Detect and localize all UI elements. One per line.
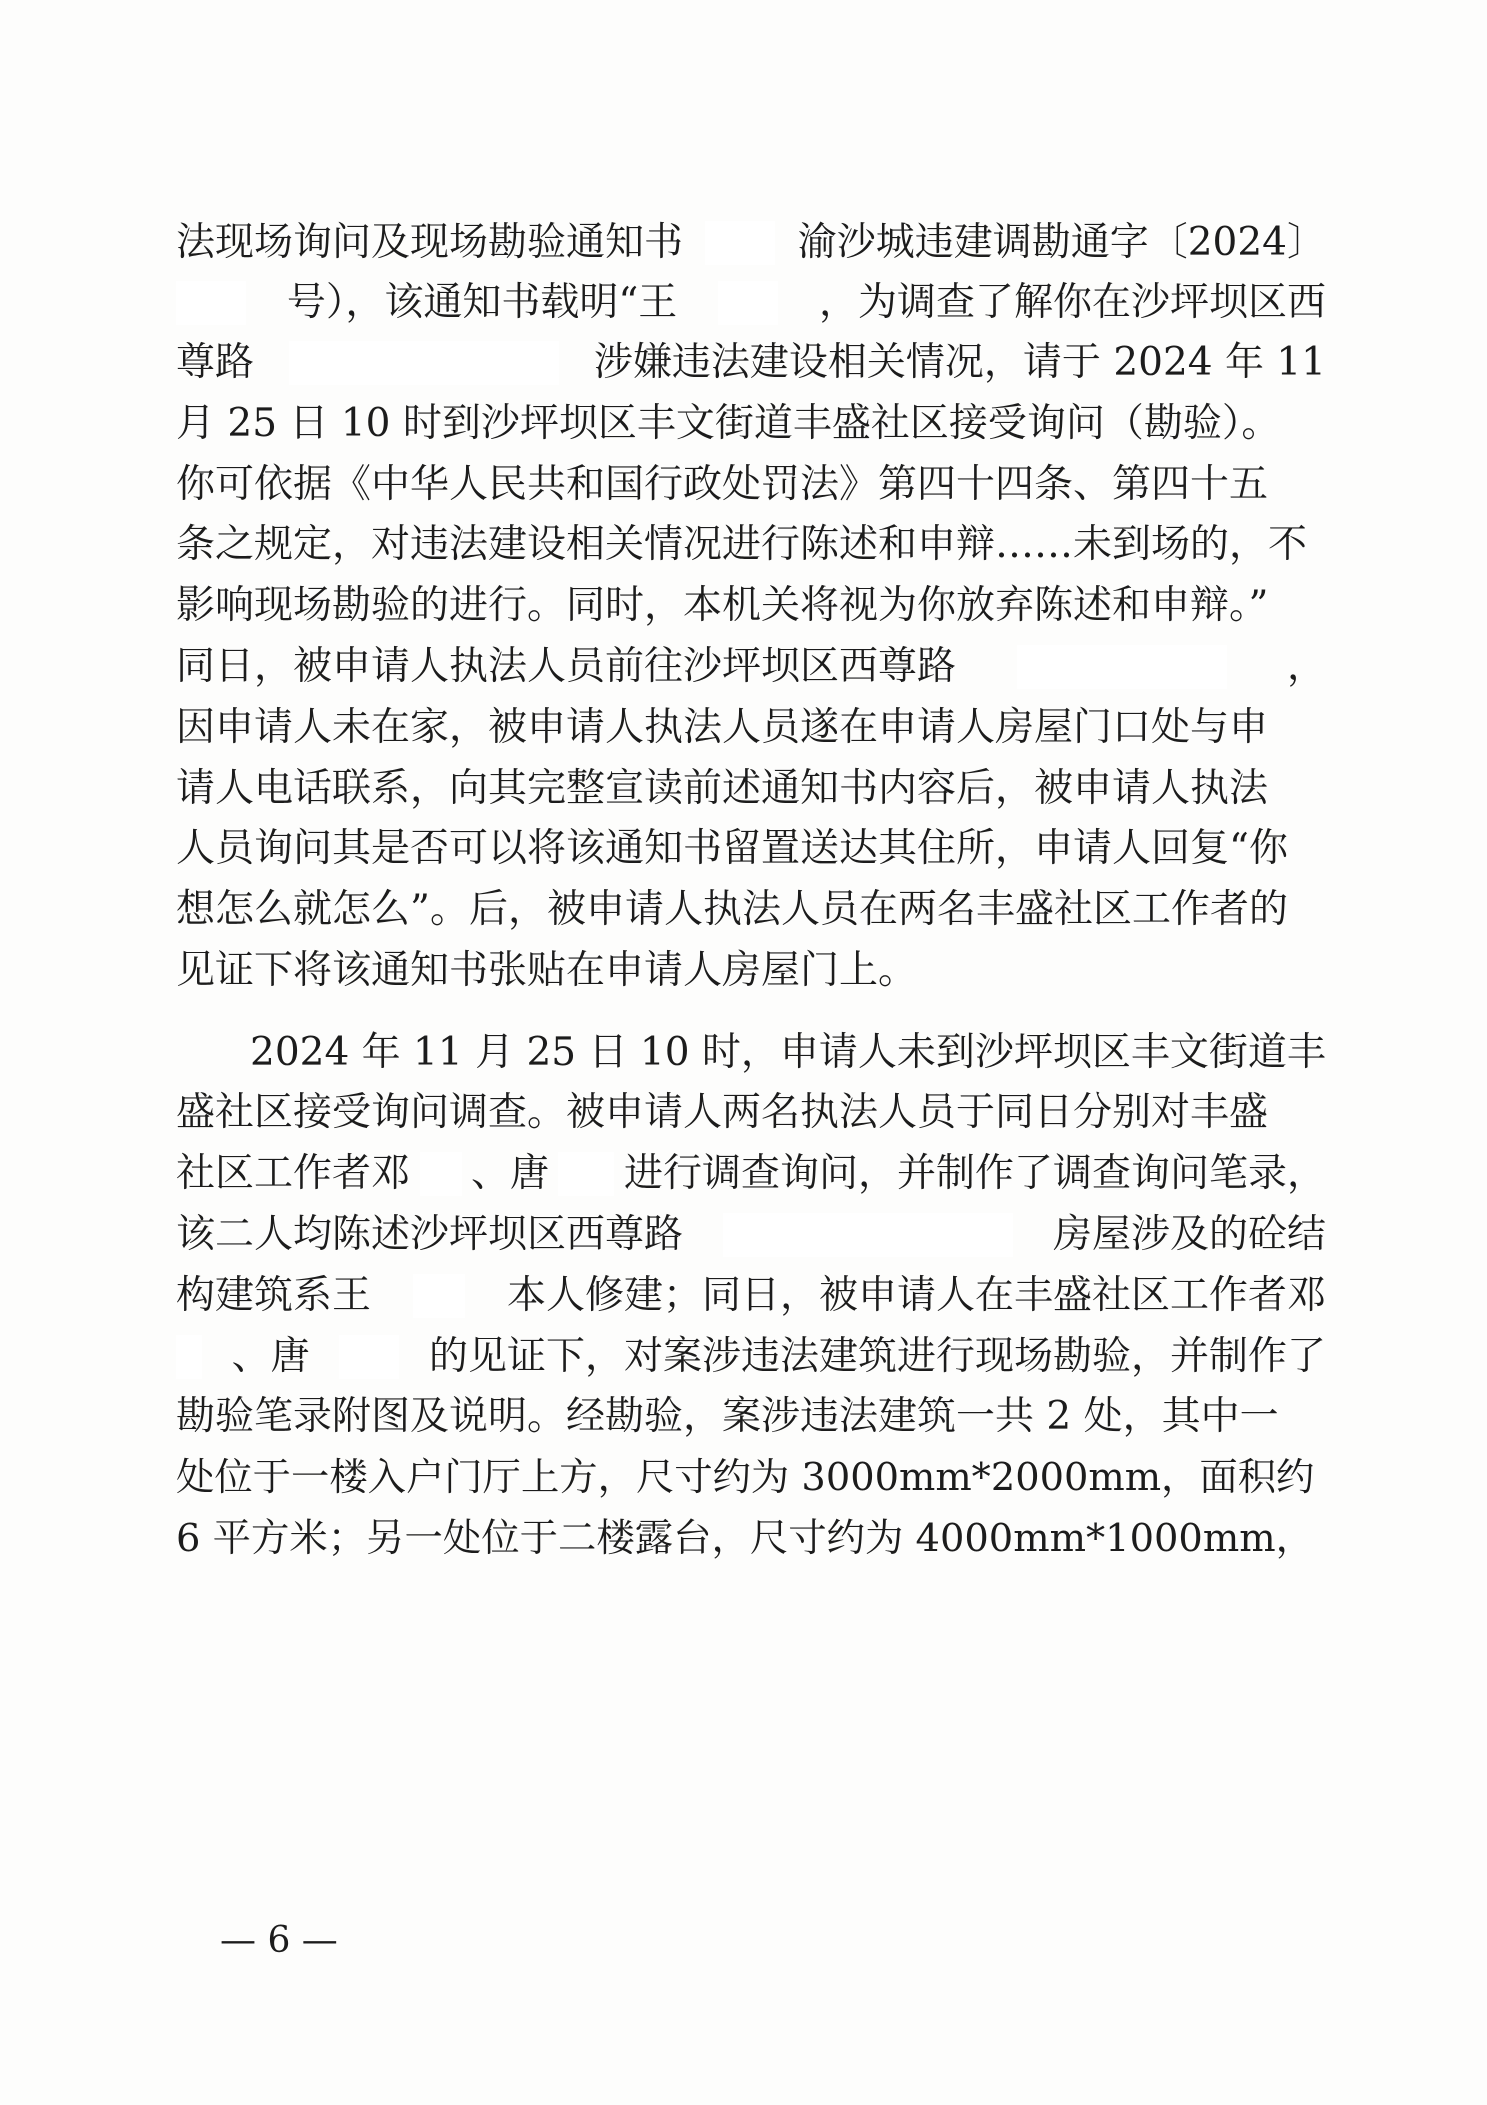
text-line-11 (176, 818, 1326, 880)
text-line-21 (176, 1447, 1326, 1509)
redaction-box (705, 221, 775, 265)
text-line-16 (176, 1143, 1326, 1205)
text-segment: 影响现场勘验的进行。同时，本机关将视为你放弃陈述和申辩。” (176, 583, 1269, 628)
redaction-box (413, 1274, 465, 1318)
text-segment: 、唐 (470, 1151, 549, 1196)
redaction-box (339, 1335, 399, 1379)
text-segment: 2024 年 11 月 25 日 10 时，申请人未到沙坪坝区丰文街道丰 (250, 1030, 1326, 1075)
text-line-5 (176, 454, 1326, 516)
text-line-12 (176, 879, 1326, 941)
text-segment: ，为调查了解你在沙坪坝区西 (818, 280, 1326, 325)
text-line-8 (176, 636, 1326, 698)
text-line-18 (176, 1265, 1326, 1327)
text-line-3 (176, 332, 1326, 394)
text-line-9 (176, 697, 1326, 759)
text-line-2 (176, 272, 1326, 334)
text-segment: ， (1286, 644, 1326, 689)
text-segment: 进行调查询问，并制作了调查询问笔录， (623, 1151, 1326, 1196)
text-segment: 本人修建；同日，被申请人在丰盛社区工作者邓 (506, 1273, 1326, 1318)
page-number: — 6 — (220, 1920, 338, 1961)
text-segment: 构建筑系王 (176, 1273, 372, 1318)
text-segment: 盛社区接受询问调查。被申请人两名执法人员于同日分别对丰盛 (176, 1090, 1269, 1135)
text-segment: 想怎么就怎么”。后，被申请人执法人员在两名丰盛社区工作者的 (176, 887, 1288, 932)
text-segment: 请人电话联系，向其完整宣读前述通知书内容后，被申请人执法 (176, 766, 1269, 811)
text-segment: 6 平方米；另一处位于二楼露台，尺寸约为 4000mm*1000mm， (176, 1516, 1315, 1561)
text-segment: 见证下将该通知书张贴在申请人房屋门上。 (176, 948, 918, 993)
text-line-6 (176, 514, 1326, 576)
text-segment: 渝沙城违建调勘通字〔2024〕 (797, 220, 1326, 265)
text-segment: 法现场询问及现场勘验通知书 (176, 220, 684, 265)
text-line-20 (176, 1386, 1326, 1448)
text-segment: 尊路 (176, 340, 255, 385)
text-segment: 涉嫌违法建设相关情况，请于 2024 年 11 (593, 340, 1326, 385)
text-segment: 因申请人未在家，被申请人执法人员遂在申请人房屋门口处与申 (176, 705, 1269, 750)
text-line-10 (176, 758, 1326, 820)
redaction-box (723, 1213, 1013, 1257)
redaction-box (176, 281, 246, 325)
text-line-14 (250, 1022, 1326, 1084)
text-segment: 房屋涉及的砼结 (1052, 1212, 1326, 1257)
text-segment: 你可依据《中华人民共和国行政处罚法》第四十四条、第四十五 (176, 462, 1269, 507)
text-segment: 处位于一楼入户门厅上方，尺寸约为 3000mm*2000mm，面积约 (176, 1455, 1315, 1500)
redaction-box (1017, 645, 1227, 689)
text-line-19 (176, 1326, 1326, 1388)
redaction-box (420, 1152, 462, 1196)
text-segment: 该二人均陈述沙坪坝区西尊路 (176, 1212, 684, 1257)
text-line-15 (176, 1082, 1326, 1144)
text-line-4 (176, 393, 1326, 455)
text-segment: 社区工作者邓 (176, 1151, 411, 1196)
text-segment: 勘验笔录附图及说明。经勘验，案涉违法建筑一共 2 处，其中一 (176, 1394, 1279, 1439)
text-segment: 月 25 日 10 时到沙坪坝区丰文街道丰盛社区接受询问（勘验）。 (176, 401, 1281, 446)
text-segment: 号），该通知书载明“王 (286, 280, 678, 325)
text-segment: 人员询问其是否可以将该通知书留置送达其住所，申请人回复“你 (176, 826, 1288, 871)
text-line-22 (176, 1508, 1326, 1570)
text-line-7 (176, 575, 1326, 637)
text-segment: 同日，被申请人执法人员前往沙坪坝区西尊路 (176, 644, 957, 689)
text-segment: 的见证下，对案涉违法建筑进行现场勘验，并制作了 (428, 1334, 1326, 1379)
text-segment: 、唐 (231, 1334, 310, 1379)
text-segment: 条之规定，对违法建设相关情况进行陈述和申辩……未到场的，不 (176, 522, 1308, 567)
redaction-box (289, 341, 559, 385)
text-line-13 (176, 940, 1326, 1002)
redaction-box (718, 281, 778, 325)
text-line-17 (176, 1204, 1326, 1266)
redaction-box (176, 1335, 202, 1379)
text-line-1 (176, 212, 1326, 274)
redaction-box (558, 1152, 614, 1196)
